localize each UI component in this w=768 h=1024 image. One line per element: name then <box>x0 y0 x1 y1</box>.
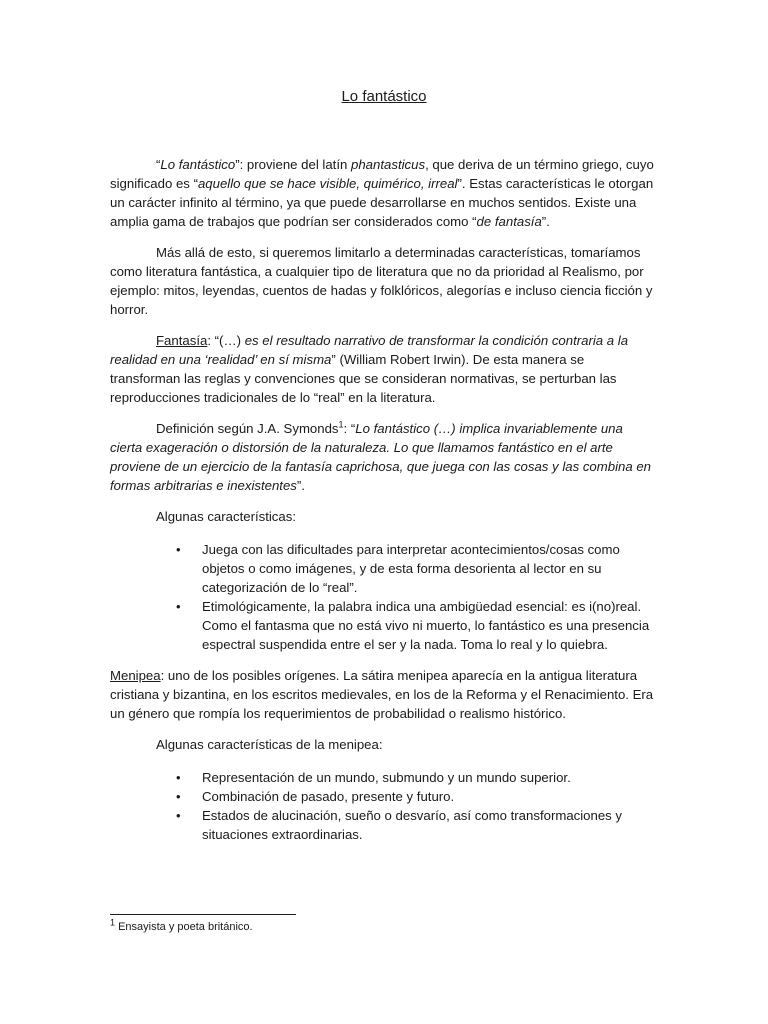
footnote-divider <box>110 914 296 915</box>
text-segment: : “ <box>343 421 356 436</box>
paragraph-scope: Más allá de esto, si queremos limitarlo a determinadas características, tomaríamos como literatura fantástica, a cualquier tipo de literatura que no da prioridad al Realismo, por ejemplo: mitos, leyendas, cuentos de hadas y folklóricos, alegorías e incluso ciencia ficción y horror. <box>110 245 653 317</box>
bullet-icon: • <box>176 808 181 823</box>
list-item <box>176 806 656 844</box>
characteristics-heading: Algunas características: <box>156 509 296 524</box>
latin-term: phantasticus <box>351 157 426 172</box>
list-item <box>176 768 656 787</box>
bullet-icon: • <box>176 599 181 614</box>
list-item <box>176 787 656 806</box>
footnote <box>110 917 253 933</box>
list-item <box>176 597 656 654</box>
list-item-text: Combinación de pasado, presente y futuro. <box>202 789 455 804</box>
text-segment: ”. <box>296 478 305 493</box>
fantasy-quote: de fantasía <box>476 214 542 229</box>
label-fantasia: Fantasía <box>156 333 208 348</box>
paragraph-symonds <box>110 419 656 495</box>
text-segment: : “(…) <box>207 333 245 348</box>
bullet-icon: • <box>176 542 181 557</box>
bullet-icon: • <box>176 770 181 785</box>
label-menipea: Menipea <box>110 668 161 683</box>
paragraph-menipea <box>110 666 656 723</box>
text-segment: ” (William Robert Irwin). De esta manera se transforman las reglas y convenciones que se consideran normativas, se perturban las reproducciones tradicionales de lo “real” en la literatura. <box>110 352 617 405</box>
text-segment: ”. <box>541 214 550 229</box>
characteristics-list <box>110 540 656 654</box>
quote-mark: “ <box>156 157 161 172</box>
list-item-text: Etimológicamente, la palabra indica una ambigüedad esencial: es i(no)real. Como el fantasma que no está vivo ni muerto, lo fantástico es una presencia espectral suspendida entre el ser y la nada. Toma lo real y lo quiebra. <box>202 599 650 652</box>
term-lo-fantastico: Lo fantástico <box>160 157 236 172</box>
list-item-text: Representación de un mundo, submundo y un mundo superior. <box>202 770 571 785</box>
bullet-icon: • <box>176 789 181 804</box>
paragraph-definition <box>110 155 656 231</box>
list-item <box>176 540 656 597</box>
menipea-list <box>110 768 656 844</box>
footnote-reference[interactable]: 1 <box>338 419 344 430</box>
text-segment: ”. Estas características le otorgan un carácter infinito al término, ya que puede desarrollarse en muchos sentidos. Existe una amplia gama de trabajos que podrían ser considerados como “ <box>110 176 654 229</box>
menipea-heading: Algunas características de la menipea: <box>156 737 383 752</box>
irwin-quote: es el resultado narrativo de transformar la condición contraria a la realidad en una ‘realidad’ en sí misma <box>110 333 629 367</box>
list-item-text: Juega con las dificultades para interpretar acontecimientos/cosas como objetos o como imágenes, y de esta forma desorienta al lector en su categorización de lo “real”. <box>202 542 620 595</box>
text-segment: Definición según J.A. Symonds <box>156 421 339 436</box>
paragraph-fantasia <box>110 331 656 407</box>
page-title: Lo fantástico <box>341 88 427 105</box>
document-body <box>110 155 656 856</box>
meaning-quote: aquello que se hace visible, quimérico, irreal <box>197 176 458 191</box>
text-segment: ”: proviene del latín <box>235 157 352 172</box>
footnote-mark: 1 <box>110 917 116 928</box>
text-segment: : uno de los posibles orígenes. La sátira menipea aparecía en la antigua literatura cristiana y bizantina, en los escritos medievales, en los de la Reforma y el Renacimiento. Era un género que rompía los requerimientos de probabilidad o realismo histórico. <box>110 668 654 721</box>
list-item-text: Estados de alucinación, sueño o desvarío, así como transformaciones y situaciones extraordinarias. <box>202 808 623 842</box>
symonds-quote: Lo fantástico (…) implica invariablemente una cierta exageración o distorsión de la naturaleza. Lo que llamamos fantástico en el arte proviene de un ejercicio de la fantasía caprichosa, que juega con las cosas y las combina en formas arbitrarias e inexistentes <box>110 421 652 493</box>
footnote-text: Ensayista y poeta británico. <box>115 921 253 933</box>
text-segment: , que deriva de un término griego, cuyo significado es “ <box>110 157 654 191</box>
